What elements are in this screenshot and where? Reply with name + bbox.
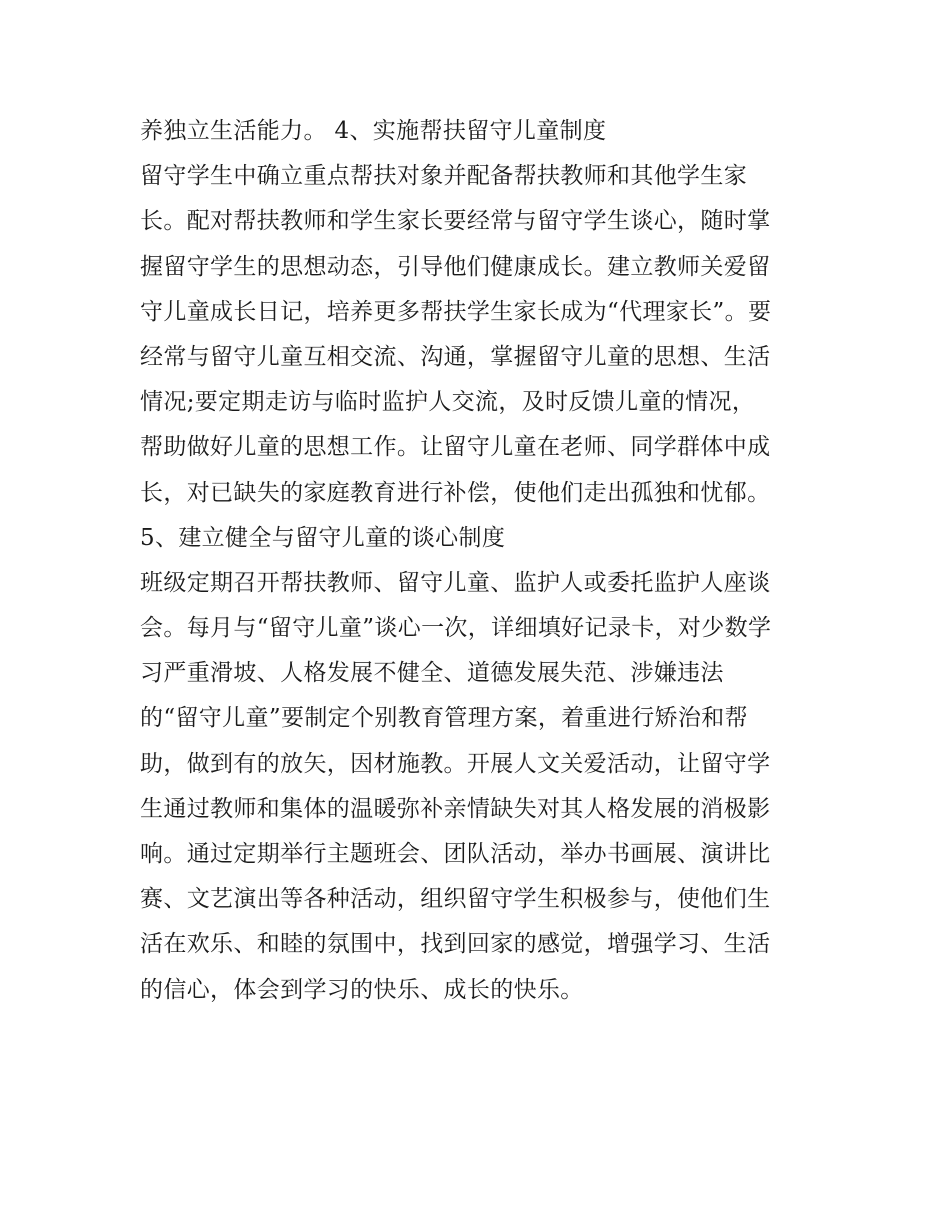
- text-line: 习严重滑坡、人格发展不健全、道德发展失范、涉嫌违法: [140, 660, 724, 687]
- text-line: 的“留守儿童”要制定个别教育管理方案，着重进行矫治和帮: [140, 705, 748, 732]
- text-line: 帮助做好儿童的思想工作。让留守儿童在老师、同学群体中成: [140, 434, 771, 461]
- text-line: 长。配对帮扶教师和学生家长要经常与留守学生谈心，随时掌: [140, 208, 771, 235]
- text-line: 会。每月与“留守儿童”谈心一次，详细填好记录卡，对少数学: [140, 615, 772, 642]
- text-line: 生通过教师和集体的温暖弥补亲情缺失对其人格发展的消极影: [140, 795, 771, 822]
- text-line: 守儿童成长日记，培养更多帮扶学生家长成为“代理家长”。要: [140, 298, 772, 325]
- text-line: 养独立生活能力。 4、实施帮扶留守儿童制度: [140, 118, 607, 144]
- text-line: 赛、文艺演出等各种活动，组织留守学生积极参与，使他们生: [140, 886, 771, 913]
- text-line: 响。通过定期举行主题班会、团队活动，举办书画展、演讲比: [140, 841, 771, 867]
- text-line: 的信心，体会到学习的快乐、成长的快乐。: [140, 976, 584, 1003]
- text-line: 活在欢乐、和睦的氛围中，找到回家的感觉，增强学习、生活: [140, 931, 771, 958]
- text-line: 情况;要定期走访与临时监护人交流，及时反馈儿童的情况，: [140, 389, 756, 416]
- text-line: 长，对已缺失的家庭教育进行补偿，使他们走出孤独和忧郁。: [140, 479, 771, 506]
- body-text: [140, 109, 840, 1013]
- text-line: 班级定期召开帮扶教师、留守儿童、监护人或委托监护人座谈: [140, 569, 771, 596]
- text-line: 握留守学生的思想动态，引导他们健康成长。建立教师关爱留: [140, 253, 771, 280]
- text-line: 经常与留守儿童互相交流、沟通，掌握留守儿童的思想、生活: [140, 343, 771, 370]
- text-line: 留守学生中确立重点帮扶对象并配备帮扶教师和其他学生家: [140, 163, 748, 190]
- text-line: 助，做到有的放矢，因材施教。开展人文关爱活动，让留守学: [140, 750, 771, 777]
- section-heading: 5、建立健全与留守儿童的谈心制度: [140, 524, 506, 551]
